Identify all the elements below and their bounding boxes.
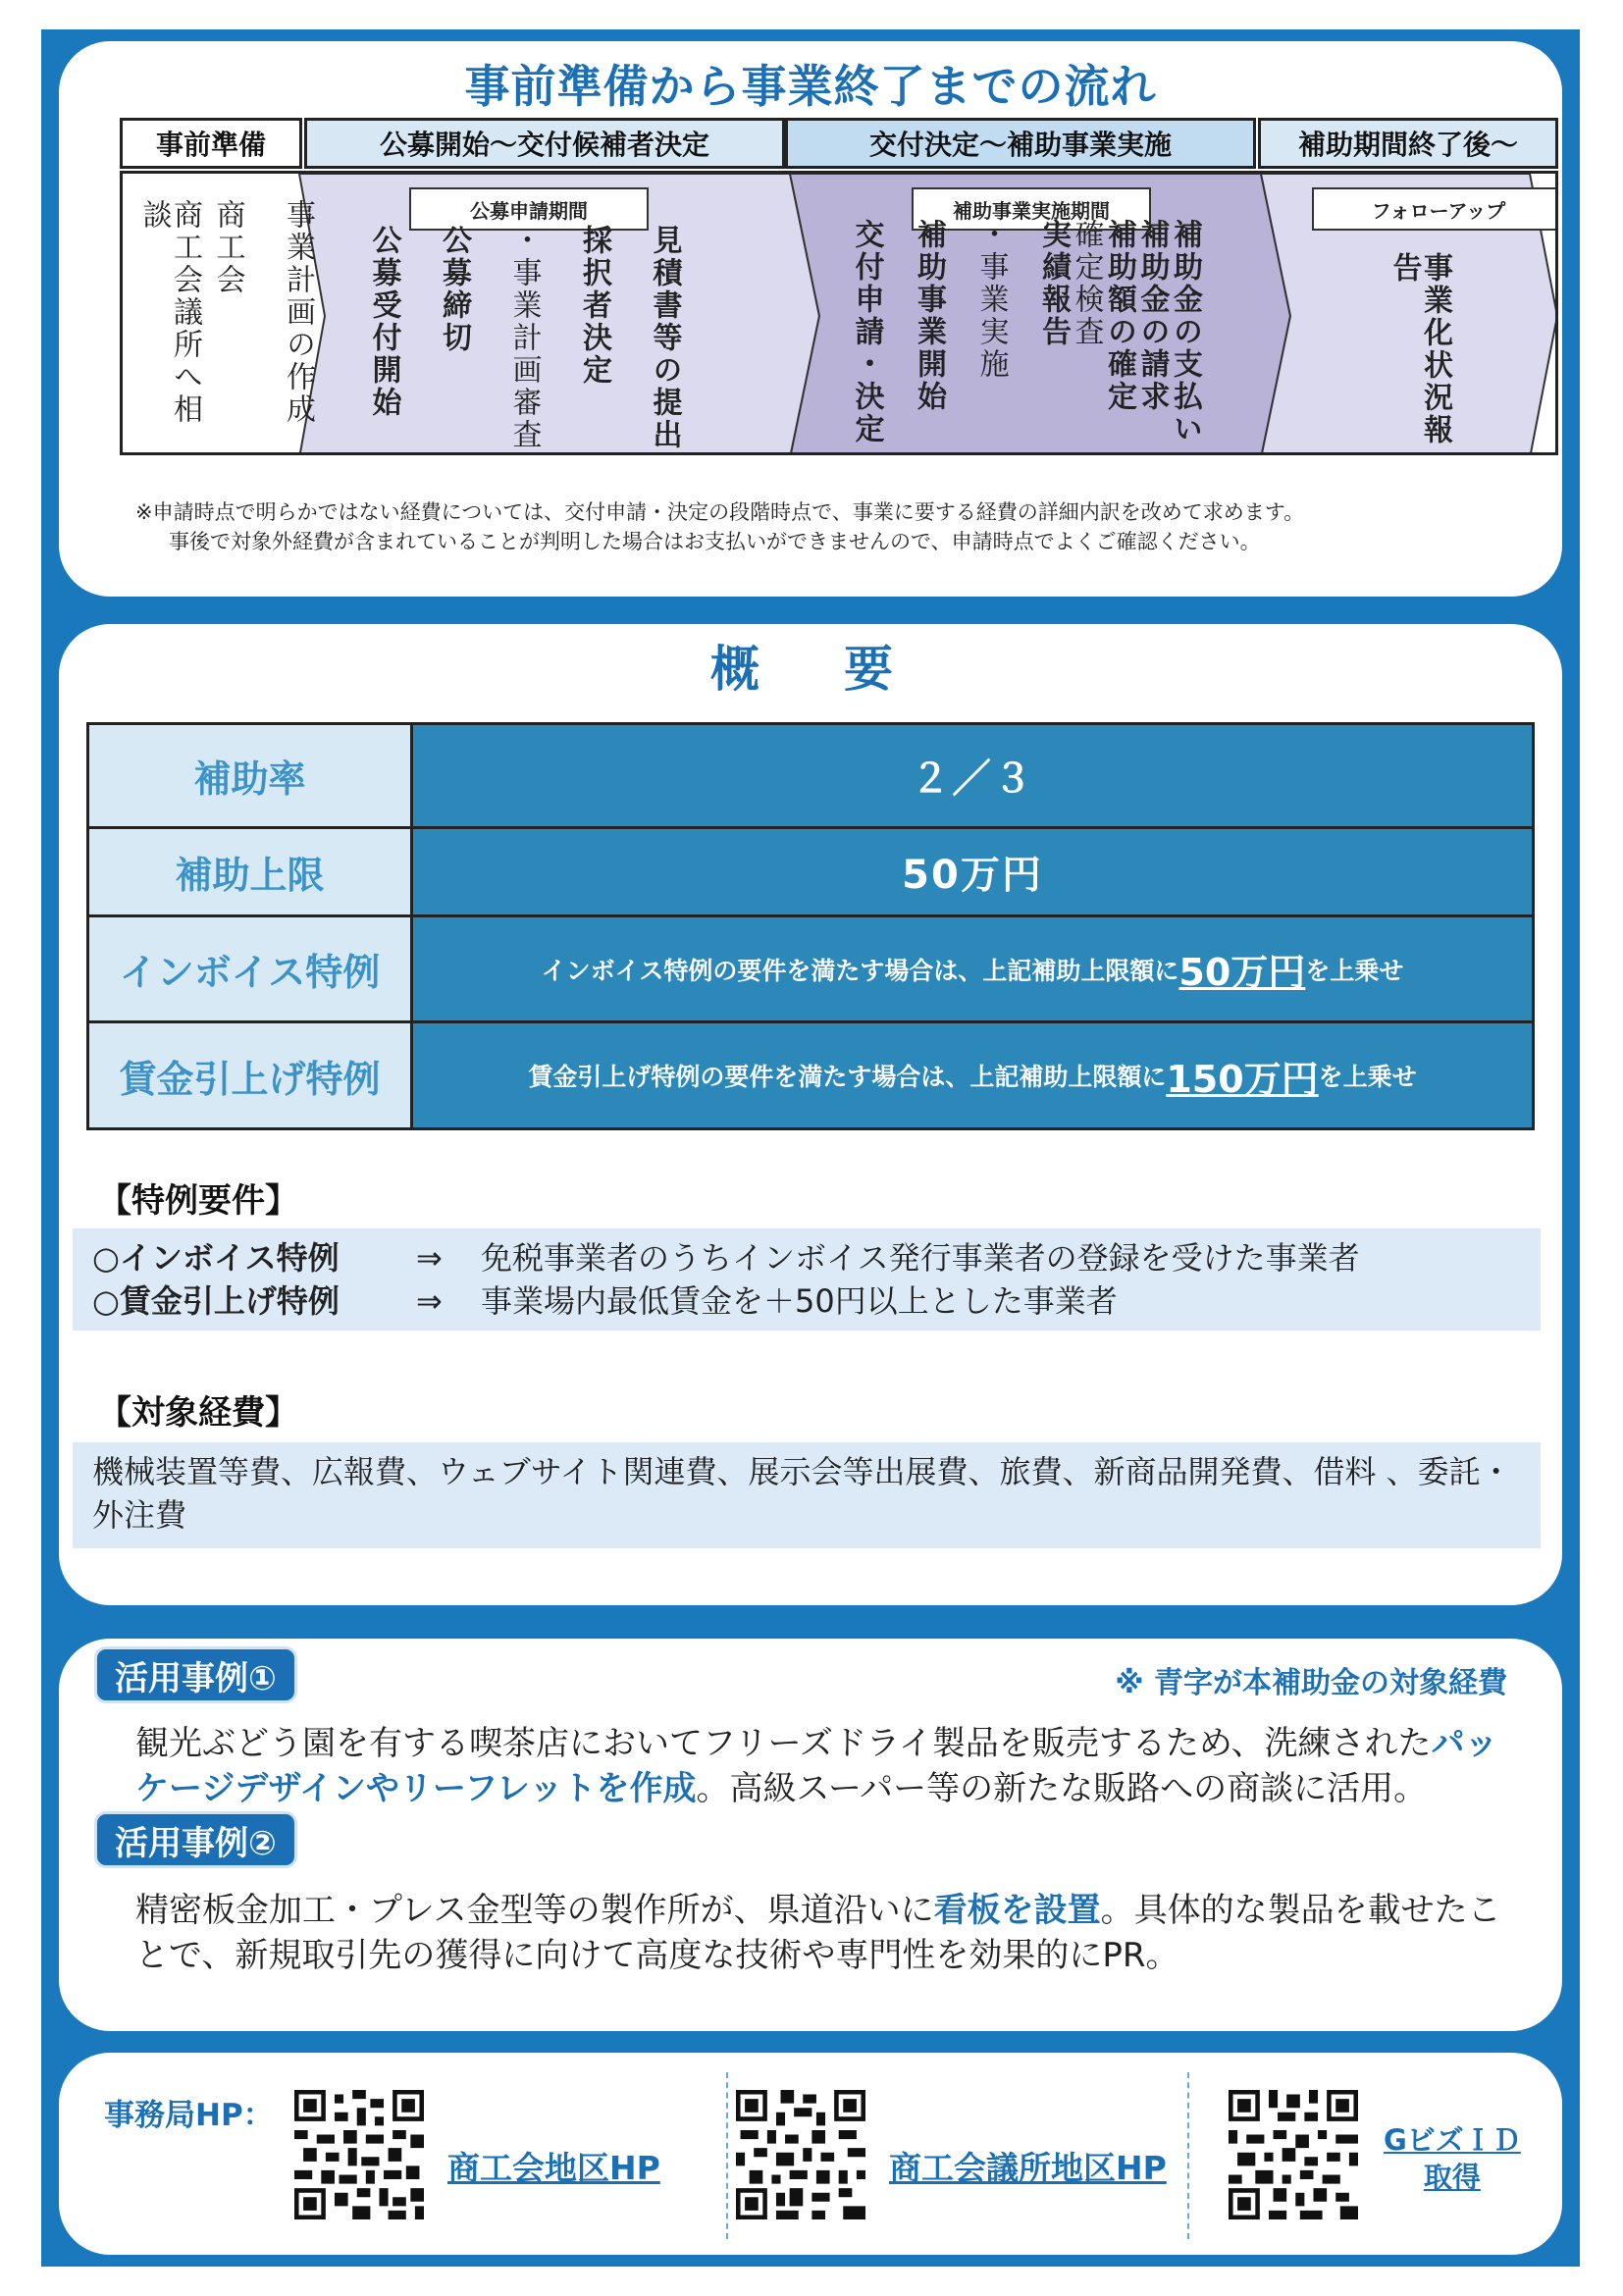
step-houkoku: 事業化状況報告: [1387, 252, 1452, 446]
req-desc-invoice: 免税事業者のうちインボイス発行事業者の登録を受けた事業者: [481, 1239, 1360, 1277]
gbiz-id-label: GビズＩＤ: [1384, 2123, 1521, 2157]
step-jisshi: ・事業実施: [973, 219, 1009, 381]
sublabel-koubo: 公募申請期間: [409, 187, 649, 231]
row-label-wage: 賃金引上げ特例: [89, 1023, 413, 1127]
step-shinsa: ・事業計画審査: [506, 225, 542, 451]
costs-heading: 【対象経費】: [98, 1393, 298, 1433]
qr-code-icon[interactable]: [294, 2090, 424, 2219]
req-name-invoice: ○インボイス特例: [92, 1239, 340, 1277]
case1-badge: 活用事例①: [94, 1646, 297, 1703]
case1-text: [135, 1721, 1523, 1811]
table-row: [89, 725, 1532, 829]
koubo-steps: [368, 225, 680, 452]
case1-text-b: 。高級スーパー等の新たな販路への商談に活用。: [696, 1769, 1428, 1808]
invoice-post: を上乗せ: [1305, 956, 1404, 985]
shokokai-hp-link[interactable]: 商工会地区HP: [447, 2149, 660, 2187]
header-kofu: 交付決定～補助事業実施: [785, 118, 1256, 169]
step-mitsumori: 見積書等の提出: [647, 225, 682, 451]
step-kakutei: 補助額の確定: [1102, 219, 1136, 413]
qr-code-icon[interactable]: [736, 2090, 865, 2219]
case2-text-a: 精密板金加工・プレス金型等の製作所が、県道沿いに: [135, 1891, 934, 1930]
gbiz-id-link[interactable]: [1384, 2121, 1521, 2196]
costs-list: 機械装置等費、広報費、ウェブサイト関連費、展示会等出展費、旅費、新商品開発費、借料 、委託・外注費: [73, 1442, 1541, 1548]
divider: [726, 2072, 728, 2239]
kofu-steps: [851, 219, 1200, 454]
wage-amount: 150万円: [1166, 1057, 1319, 1101]
header-follow: 補助期間終了後～: [1258, 118, 1558, 169]
arrow-icon: ⇒: [416, 1282, 443, 1320]
table-row: [89, 829, 1532, 917]
row-value-rate: ２／３: [413, 725, 1532, 826]
row-value-limit: 50万円: [413, 829, 1532, 914]
invoice-pre: インボイス特例の要件を満たす場合は、上記補助上限額に: [541, 956, 1179, 985]
step-shimekiri: 公募締切: [437, 225, 471, 354]
blue-text-note: ※ 青字が本補助金の対象経費: [1115, 1666, 1507, 1700]
requirements-list: [73, 1228, 1541, 1331]
prep-steps: [138, 199, 313, 444]
req-name-wage: ○賃金引上げ特例: [92, 1282, 340, 1320]
overview-title: 概 要: [710, 641, 911, 698]
sublabel-follow: フォローアップ: [1312, 187, 1558, 231]
qr-code-icon[interactable]: [1229, 2090, 1358, 2219]
overview-panel: [59, 624, 1562, 1605]
shokokaigisho-hp-link[interactable]: 商工会議所地区HP: [889, 2149, 1167, 2187]
flow-note-1: ※申請時点で明らかではない経費については、交付申請・決定の段階時点で、事業に要する経費の詳細内訳を改めて求めます。: [135, 500, 1305, 524]
table-row: [89, 1023, 1532, 1127]
step-kensa: 確定検査: [1069, 219, 1104, 348]
step-seikyu: 補助金の請求: [1134, 219, 1170, 413]
row-value-wage: [413, 1023, 1532, 1127]
row-label-rate: 補助率: [89, 725, 413, 826]
row-label-limit: 補助上限: [89, 829, 413, 914]
row-label-invoice: インボイス特例: [89, 917, 413, 1020]
step-saitaku: 採択者決定: [577, 225, 611, 387]
requirements-heading: 【特例要件】: [98, 1181, 298, 1221]
divider: [1187, 2072, 1189, 2239]
step-shokokaigisho: 商工会議所へ相談: [136, 199, 202, 426]
sublabel-kofu: 補助事業実施期間: [912, 187, 1151, 231]
step-kofu: 交付申請・決定: [849, 219, 884, 445]
wage-post: を上乗せ: [1318, 1063, 1417, 1091]
flow-title: 事前準備から事業終了までの流れ: [464, 60, 1157, 113]
step-shokokai: 商工会: [210, 199, 245, 296]
list-item: [92, 1279, 1521, 1323]
step-shiharai: 補助金の支払い: [1168, 219, 1202, 445]
office-hp-label: 事務局HP：: [104, 2098, 274, 2133]
list-item: [92, 1236, 1521, 1279]
wage-pre: 賃金引上げ特例の要件を満たす場合は、上記補助上限額に: [528, 1063, 1167, 1091]
cases-panel: [59, 1639, 1562, 2031]
flow-panel: [59, 41, 1562, 597]
flow-chart: [120, 171, 1558, 455]
case1-highlight: パッケージデザインやリーフレットを作成: [135, 1724, 1498, 1808]
flow-note-2: 事後で対象外経費が含まれていることが判明した場合はお支払いができませんので、申請時点でよくご確認ください。: [169, 530, 1261, 553]
links-panel: [59, 2053, 1562, 2255]
gbiz-acquire-label: 取得: [1423, 2161, 1481, 2194]
step-plan: 事業計画の作成: [281, 199, 315, 426]
step-kaishi: 補助事業開始: [912, 219, 946, 413]
case2-highlight: 看板を設置: [933, 1891, 1101, 1930]
table-row: [89, 917, 1532, 1023]
case1-text-a: 観光ぶどう園を有する喫茶店においてフリーズドライ製品を販売するため、洗練された: [135, 1724, 1432, 1763]
arrow-icon: ⇒: [416, 1239, 443, 1277]
invoice-amount: 50万円: [1178, 951, 1306, 994]
case2-text: [135, 1888, 1523, 1978]
step-jisseki: 実績報告: [1036, 219, 1071, 348]
case2-text-b: 。具体的な製品を載せたことで、新規取引先の獲得に向けて高度な技術や専門性を効果的にPR。: [135, 1891, 1501, 1975]
overview-table: [86, 722, 1535, 1130]
blue-frame: [41, 29, 1580, 2267]
row-value-invoice: [413, 917, 1532, 1020]
follow-steps: [1388, 252, 1450, 448]
case2-badge: 活用事例②: [94, 1811, 297, 1868]
header-koubo: 公募開始～交付候補者決定: [304, 118, 785, 169]
header-prep: 事前準備: [120, 118, 302, 169]
step-uketsuke: 公募受付開始: [366, 225, 401, 419]
req-desc-wage: 事業場内最低賃金を＋50円以上とした事業者: [481, 1282, 1118, 1320]
